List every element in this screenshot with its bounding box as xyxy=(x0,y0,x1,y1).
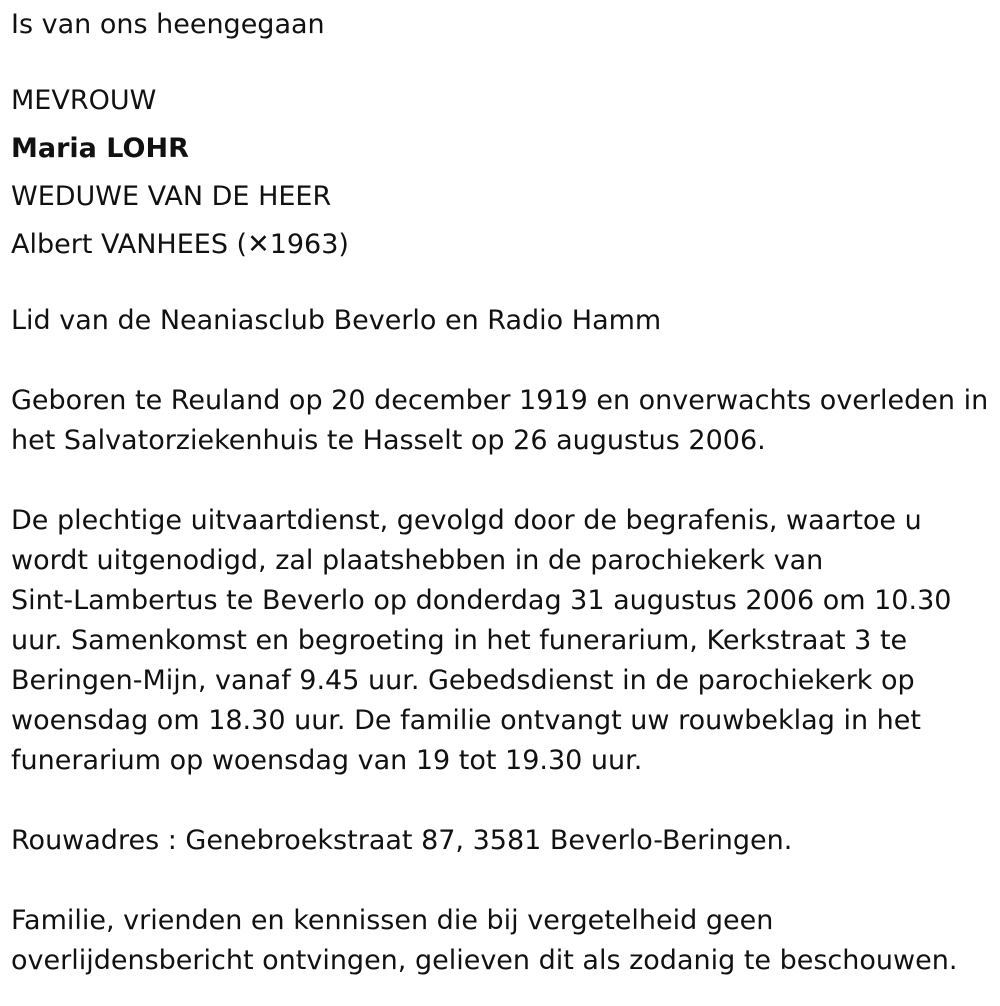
paragraph-line: Beringen-Mijn, vanaf 9.45 uur. Gebedsdienst in de parochiekerk op xyxy=(11,665,915,696)
birth-death-paragraph xyxy=(11,381,991,461)
paragraph-line: De plechtige uitvaartdienst, gevolgd door de begrafenis, waartoe u xyxy=(11,505,922,536)
paragraph-line: Familie, vrienden en kennissen die bij vergetelheid geen xyxy=(11,905,774,936)
membership-text: Lid van de Neaniasclub Beverlo en Radio Hamm xyxy=(11,305,662,336)
deceased-block xyxy=(11,77,991,269)
deceased-name: Maria LOHR xyxy=(11,133,189,164)
service-paragraph xyxy=(11,501,991,781)
obituary-notice xyxy=(11,0,991,981)
paragraph-line: wordt uitgenodigd, zal plaatshebben in de parochiekerk van xyxy=(11,545,824,576)
paragraph-line: het Salvatorziekenhuis te Hasselt op 26 augustus 2006. xyxy=(11,425,766,456)
deceased-relation: WEDUWE VAN DE HEER xyxy=(11,181,332,212)
mourning-address: Rouwadres : Genebroekstraat 87, 3581 Beverlo-Beringen. xyxy=(11,825,793,856)
paragraph-line: Sint-Lambertus te Beverlo op donderdag 31 augustus 2006 om 10.30 xyxy=(11,585,952,616)
closing-paragraph xyxy=(11,901,991,981)
address-section xyxy=(11,821,991,861)
paragraph-line: woensdag om 18.30 uur. De familie ontvangt uw rouwbeklag in het xyxy=(11,705,921,736)
paragraph-line: funerarium op woensdag van 19 tot 19.30 uur. xyxy=(11,745,643,776)
paragraph-line: Geboren te Reuland op 20 december 1919 en onverwachts overleden in xyxy=(11,385,989,416)
membership-section xyxy=(11,301,991,341)
paragraph-line: overlijdensbericht ontvingen, gelieven dit als zodanig te beschouwen. xyxy=(11,945,958,976)
opening-text: Is van ons heengegaan xyxy=(11,9,325,40)
deceased-title: MEVROUW xyxy=(11,85,157,116)
paragraph-line: uur. Samenkomst en begroeting in het funerarium, Kerkstraat 3 te xyxy=(11,625,908,656)
opening-section xyxy=(11,0,991,45)
deceased-spouse: Albert VANHEES (✕1963) xyxy=(11,229,349,260)
